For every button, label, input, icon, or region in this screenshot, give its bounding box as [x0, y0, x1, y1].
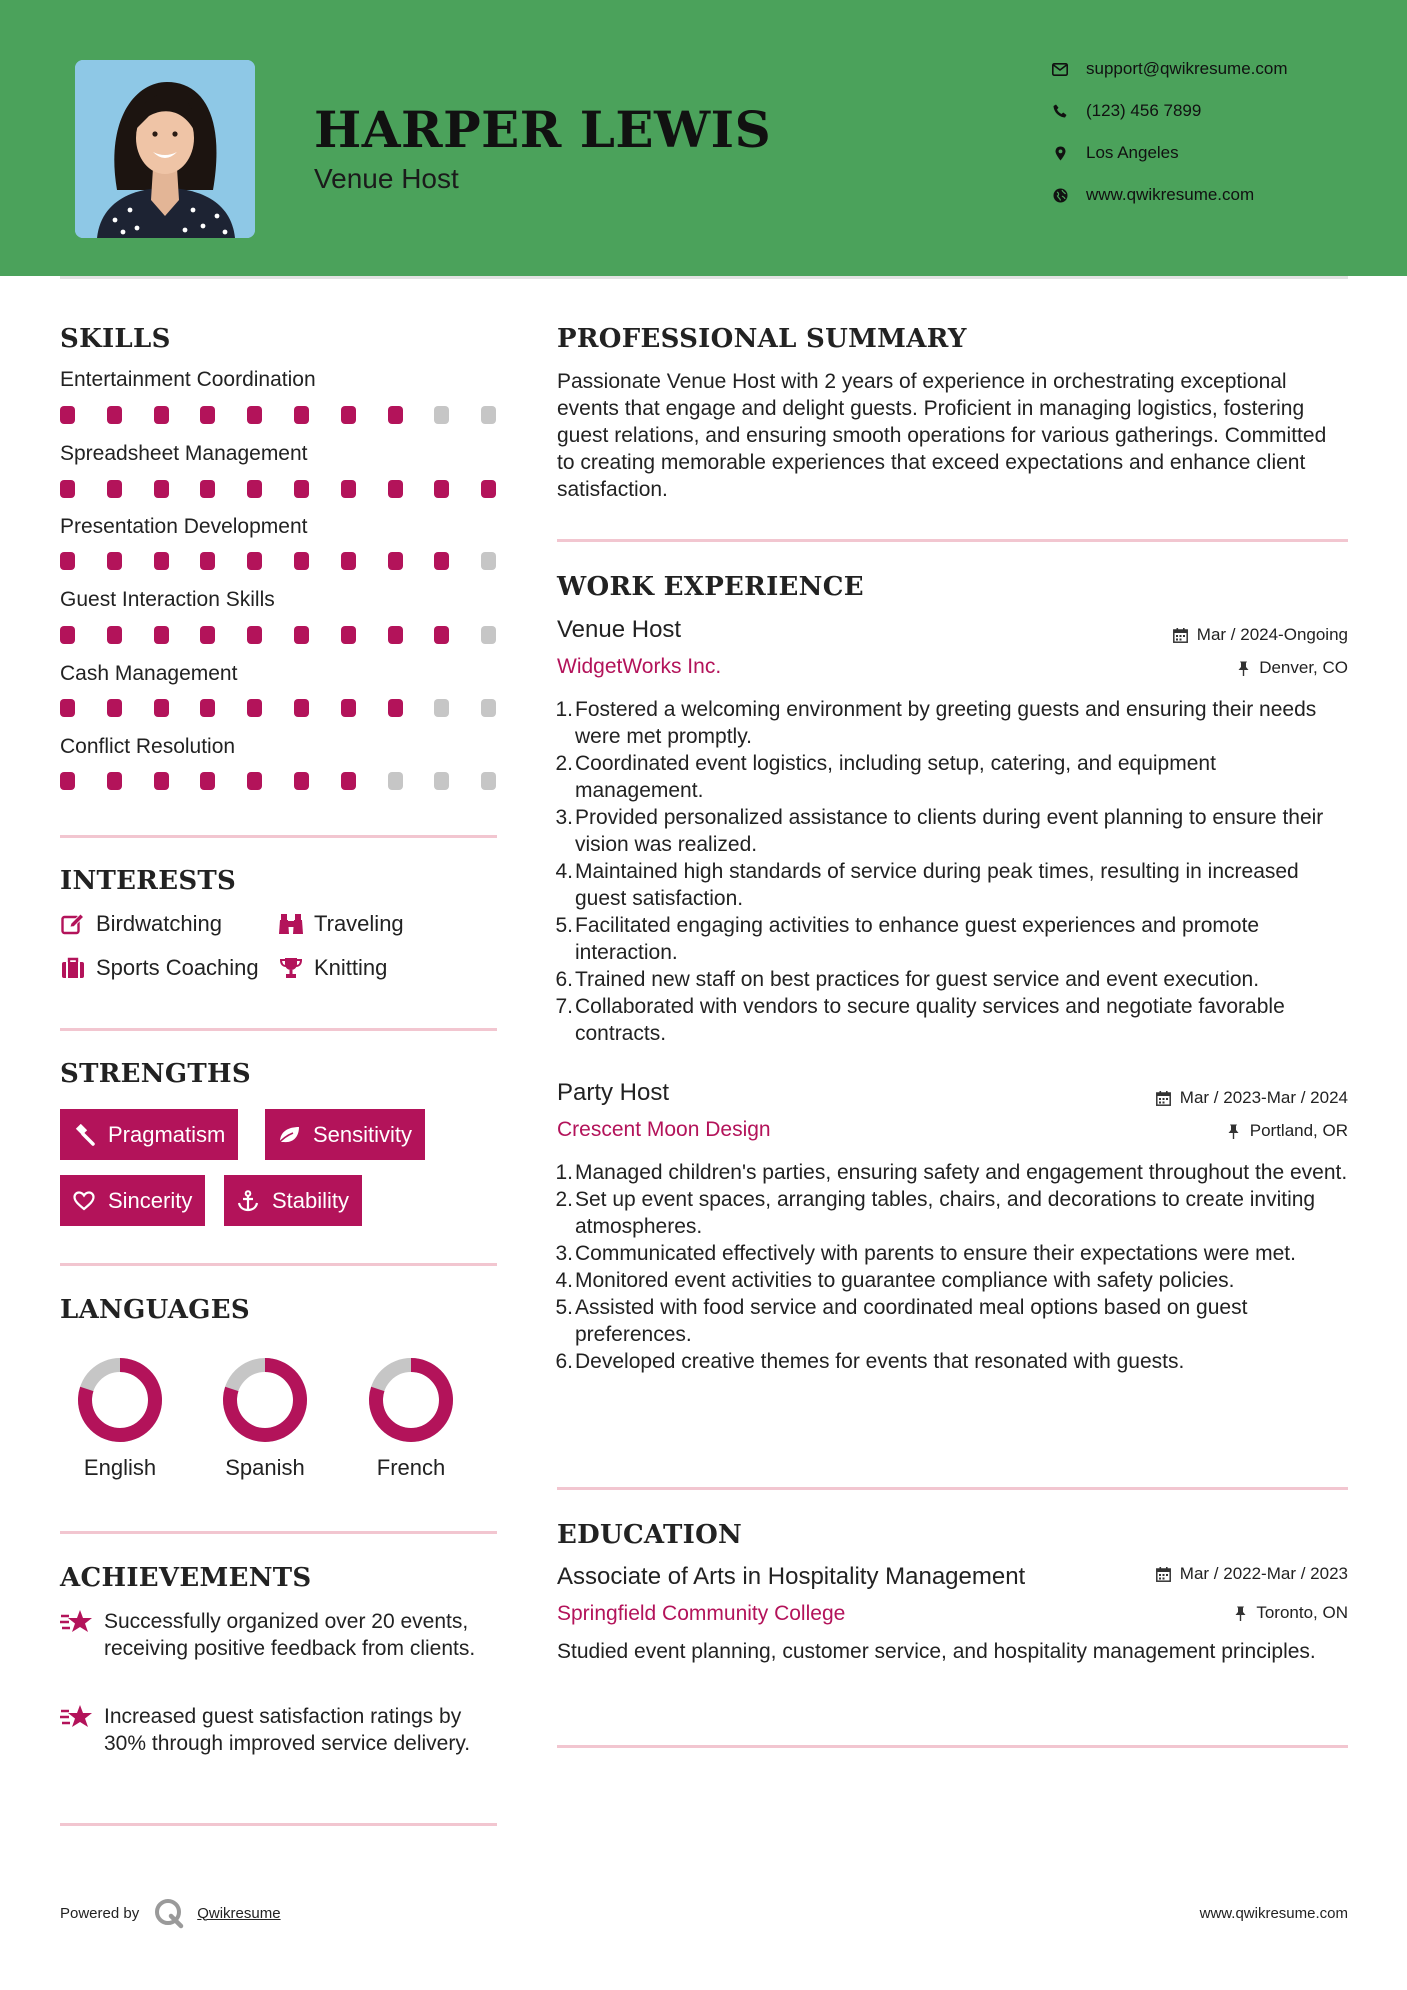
skill-dot	[247, 626, 262, 644]
interest-item	[60, 911, 222, 937]
education-location	[1232, 1603, 1348, 1623]
skill-dot	[341, 552, 356, 570]
skill-rating	[60, 406, 497, 424]
strength-label: Stability	[272, 1187, 350, 1213]
job-bullets	[557, 696, 1348, 1047]
anchor-icon	[236, 1189, 260, 1213]
job-bullet: 1. Managed children's parties, ensuring safety and engagement throughout the event.	[555, 1161, 1348, 1184]
skill-dot	[481, 699, 496, 717]
education-location-text: Toronto, ON	[1256, 1603, 1348, 1622]
education-dates-text: Mar / 2022-Mar / 2023	[1179, 1564, 1348, 1583]
candidate-role: Venue Host	[314, 163, 459, 194]
skill-dot	[481, 626, 496, 644]
achievement-text: Increased guest satisfaction ratings by 30% through improved service delivery.	[104, 1705, 471, 1755]
skill-dot	[154, 772, 169, 790]
skill-dot	[481, 406, 496, 424]
skill-dot	[247, 480, 262, 498]
skill-rating	[60, 772, 497, 790]
skill-dot	[200, 406, 215, 424]
shooting-star-icon	[60, 1703, 94, 1731]
strength-label: Sensitivity	[313, 1121, 413, 1147]
strength-badge	[224, 1175, 362, 1226]
skill-dot	[154, 552, 169, 570]
skill-name: Entertainment Coordination	[60, 368, 316, 391]
skill-dot	[341, 626, 356, 644]
pushpin-icon	[1235, 660, 1251, 676]
skill-dot	[434, 552, 449, 570]
envelope-icon	[1050, 59, 1070, 79]
summary-heading: PROFESSIONAL SUMMARY	[557, 324, 967, 354]
languages-heading: LANGUAGES	[60, 1295, 250, 1325]
job-dates	[1156, 1088, 1348, 1108]
skill-dot	[434, 480, 449, 498]
interest-label: Birdwatching	[96, 911, 222, 936]
contact-website-text: www.qwikresume.com	[1086, 185, 1255, 204]
school-name: Springfield Community College	[557, 1602, 846, 1625]
language-item	[205, 1355, 325, 1481]
skill-dot	[200, 480, 215, 498]
interest-label: Traveling	[314, 911, 404, 936]
skill-dot	[247, 552, 262, 570]
job-bullet: 4. Monitored event activities to guarantee compliance with safety policies.	[555, 1269, 1235, 1292]
achievements-heading: ACHIEVEMENTS	[60, 1563, 312, 1593]
section-divider	[60, 1263, 497, 1266]
strength-badge	[60, 1109, 238, 1160]
skill-dot	[341, 406, 356, 424]
skill-dot	[154, 480, 169, 498]
skill-dot	[154, 699, 169, 717]
language-donut	[220, 1355, 310, 1445]
section-divider	[60, 835, 497, 838]
skill-rating	[60, 480, 497, 498]
skill-rating	[60, 699, 497, 717]
skill-rating	[60, 552, 497, 570]
header-banner	[0, 0, 1407, 276]
section-divider	[60, 1531, 497, 1534]
skill-dot	[60, 406, 75, 424]
shooting-star-icon	[60, 1608, 94, 1636]
experience-heading: WORK EXPERIENCE	[557, 572, 864, 602]
skill-dot	[481, 772, 496, 790]
skill-name: Guest Interaction Skills	[60, 588, 275, 611]
skills-heading: SKILLS	[60, 324, 171, 354]
education-description: Studied event planning, customer service, and hospitality management principles.	[557, 1640, 1316, 1663]
job-location	[1235, 658, 1348, 678]
company-name: WidgetWorks Inc.	[557, 655, 722, 678]
job-dates-text: Mar / 2024-Ongoing	[1196, 625, 1348, 644]
job-dates	[1173, 625, 1348, 645]
job-location-text: Portland, OR	[1249, 1121, 1348, 1140]
interest-item	[60, 955, 259, 981]
education-dates	[1156, 1564, 1348, 1584]
skill-dot	[154, 406, 169, 424]
header-divider	[60, 276, 1348, 279]
skill-dot	[60, 552, 75, 570]
skill-dot	[341, 699, 356, 717]
trophy-icon	[278, 955, 304, 981]
skill-dot	[388, 699, 403, 717]
heart-icon	[72, 1189, 96, 1213]
profile-photo	[75, 60, 255, 238]
leaf-icon	[277, 1123, 301, 1147]
job-bullet: 3. Provided personalized assistance to clients during event planning to ensure their vision was realized.	[555, 806, 1324, 856]
calendar-icon	[1173, 627, 1189, 643]
phone-icon	[1050, 101, 1070, 121]
skill-name: Spreadsheet Management	[60, 442, 308, 465]
interest-label: Knitting	[314, 955, 388, 980]
job-bullet: 4. Maintained high standards of service during peak times, resulting in increased guest satisfaction.	[555, 860, 1299, 910]
skill-dot	[294, 626, 309, 644]
pushpin-icon	[1232, 1605, 1248, 1621]
contact-email[interactable]	[1050, 57, 1288, 81]
section-divider	[557, 539, 1348, 542]
skill-dot	[107, 699, 122, 717]
skill-dot	[200, 552, 215, 570]
skill-dot	[107, 406, 122, 424]
education-heading: EDUCATION	[557, 1520, 743, 1550]
skill-dot	[107, 552, 122, 570]
job-bullet: 5. Facilitated engaging activities to enhance guest experiences and promote interaction.	[555, 914, 1260, 964]
skill-dot	[107, 626, 122, 644]
job-location	[1226, 1121, 1348, 1141]
contact-email-text: support@qwikresume.com	[1086, 59, 1288, 78]
globe-icon	[1050, 185, 1070, 205]
job-bullet: 3. Communicated effectively with parents to ensure their expectations were met.	[555, 1242, 1296, 1265]
skill-dot	[341, 772, 356, 790]
strengths-heading: STRENGTHS	[60, 1059, 251, 1089]
achievement-item	[60, 1608, 497, 1662]
skill-dot	[60, 699, 75, 717]
section-divider	[557, 1487, 1348, 1490]
pushpin-icon	[1226, 1123, 1242, 1139]
skill-name: Presentation Development	[60, 515, 308, 538]
contact-phone[interactable]	[1050, 99, 1201, 123]
briefcase-icon	[60, 955, 86, 981]
contact-location	[1050, 141, 1179, 165]
skill-dot	[481, 552, 496, 570]
skill-dot	[294, 699, 309, 717]
job-bullet: 2. Coordinated event logistics, including setup, catering, and equipment management.	[555, 752, 1216, 802]
calendar-icon	[1156, 1090, 1172, 1106]
job-location-text: Denver, CO	[1259, 658, 1348, 677]
skill-name: Conflict Resolution	[60, 735, 236, 758]
skill-dot	[60, 626, 75, 644]
job-bullet: 1. Fostered a welcoming environment by greeting guests and ensuring their needs were met promptly.	[555, 698, 1317, 748]
degree-title: Associate of Arts in Hospitality Management	[557, 1563, 1026, 1590]
skill-dot	[60, 772, 75, 790]
contact-website[interactable]	[1050, 183, 1254, 207]
section-divider	[60, 1823, 497, 1826]
company-name: Crescent Moon Design	[557, 1118, 771, 1141]
skill-dot	[60, 480, 75, 498]
strength-badge	[60, 1175, 205, 1226]
skill-dot	[107, 772, 122, 790]
interest-item	[278, 955, 387, 981]
interests-heading: INTERESTS	[60, 866, 237, 896]
language-item	[60, 1355, 180, 1481]
language-label: French	[376, 1455, 446, 1480]
skill-dot	[388, 406, 403, 424]
skill-dot	[294, 480, 309, 498]
candidate-name: HARPER LEWIS	[314, 100, 772, 159]
job-bullet: 7. Collaborated with vendors to secure quality services and negotiate favorable contracts.	[555, 995, 1285, 1045]
powered-by-text: Powered by	[60, 1904, 140, 1922]
job-bullets	[557, 1159, 1348, 1375]
job-title: Party Host	[557, 1079, 670, 1106]
calendar-icon	[1156, 1566, 1172, 1582]
skill-dot	[154, 626, 169, 644]
skill-dot	[388, 480, 403, 498]
language-item	[351, 1355, 471, 1481]
skill-dot	[200, 699, 215, 717]
job-title: Venue Host	[557, 616, 682, 643]
skill-dot	[388, 552, 403, 570]
achievement-item	[60, 1703, 497, 1757]
gavel-icon	[72, 1123, 96, 1147]
skill-dot	[434, 406, 449, 424]
job-bullet: 6. Developed creative themes for events that resonated with guests.	[555, 1350, 1185, 1373]
job-dates-text: Mar / 2023-Mar / 2024	[1179, 1088, 1348, 1107]
qwikresume-logo-icon	[153, 1897, 185, 1929]
skill-dot	[434, 626, 449, 644]
skill-dot	[434, 772, 449, 790]
skill-dot	[247, 699, 262, 717]
pencil-square-icon	[60, 911, 86, 937]
footer-website[interactable]: www.qwikresume.com	[1199, 1905, 1348, 1922]
interest-label: Sports Coaching	[96, 955, 259, 980]
binoculars-icon	[278, 911, 304, 937]
language-label: Spanish	[225, 1455, 305, 1480]
skill-dot	[388, 626, 403, 644]
skill-dot	[294, 406, 309, 424]
section-divider	[557, 1745, 1348, 1748]
skill-dot	[200, 772, 215, 790]
job-bullet: 6. Trained new staff on best practices for guest service and event execution.	[555, 968, 1260, 991]
skill-dot	[294, 552, 309, 570]
skill-dot	[388, 772, 403, 790]
skill-dot	[107, 480, 122, 498]
skill-name: Cash Management	[60, 662, 238, 685]
achievement-text: Successfully organized over 20 events, receiving positive feedback from clients.	[104, 1610, 476, 1660]
map-pin-icon	[1050, 143, 1070, 163]
strength-label: Pragmatism	[108, 1121, 226, 1147]
skill-dot	[200, 626, 215, 644]
summary-text: Passionate Venue Host with 2 years of experience in orchestrating exceptional events that engage and delight guests. Proficient in managing logistics, fostering guest relations, and ensuring smooth operations for various gatherings. Committed to creating memorable experiences that exceed expectations and enhance client satisfaction.	[557, 370, 1327, 501]
language-donut	[75, 1355, 165, 1445]
footer-powered-by	[60, 1897, 281, 1929]
language-donut	[366, 1355, 456, 1445]
skill-dot	[481, 480, 496, 498]
contact-location-text: Los Angeles	[1086, 143, 1179, 162]
skill-dot	[294, 772, 309, 790]
qwikresume-link[interactable]: Qwikresume	[197, 1904, 281, 1922]
job-bullet: 2. Set up event spaces, arranging tables, chairs, and decorations to create inviting atmospheres.	[555, 1188, 1316, 1238]
skill-dot	[247, 772, 262, 790]
section-divider	[60, 1028, 497, 1031]
contact-phone-text: (123) 456 7899	[1086, 101, 1202, 120]
skill-dot	[247, 406, 262, 424]
strength-badge	[265, 1109, 425, 1160]
skill-dot	[341, 480, 356, 498]
skill-dot	[434, 699, 449, 717]
skill-rating	[60, 626, 497, 644]
job-bullet: 5. Assisted with food service and coordinated meal options based on guest preferences.	[555, 1296, 1248, 1346]
strength-label: Sincerity	[108, 1187, 193, 1213]
interest-item	[278, 911, 404, 937]
language-label: English	[83, 1455, 157, 1480]
